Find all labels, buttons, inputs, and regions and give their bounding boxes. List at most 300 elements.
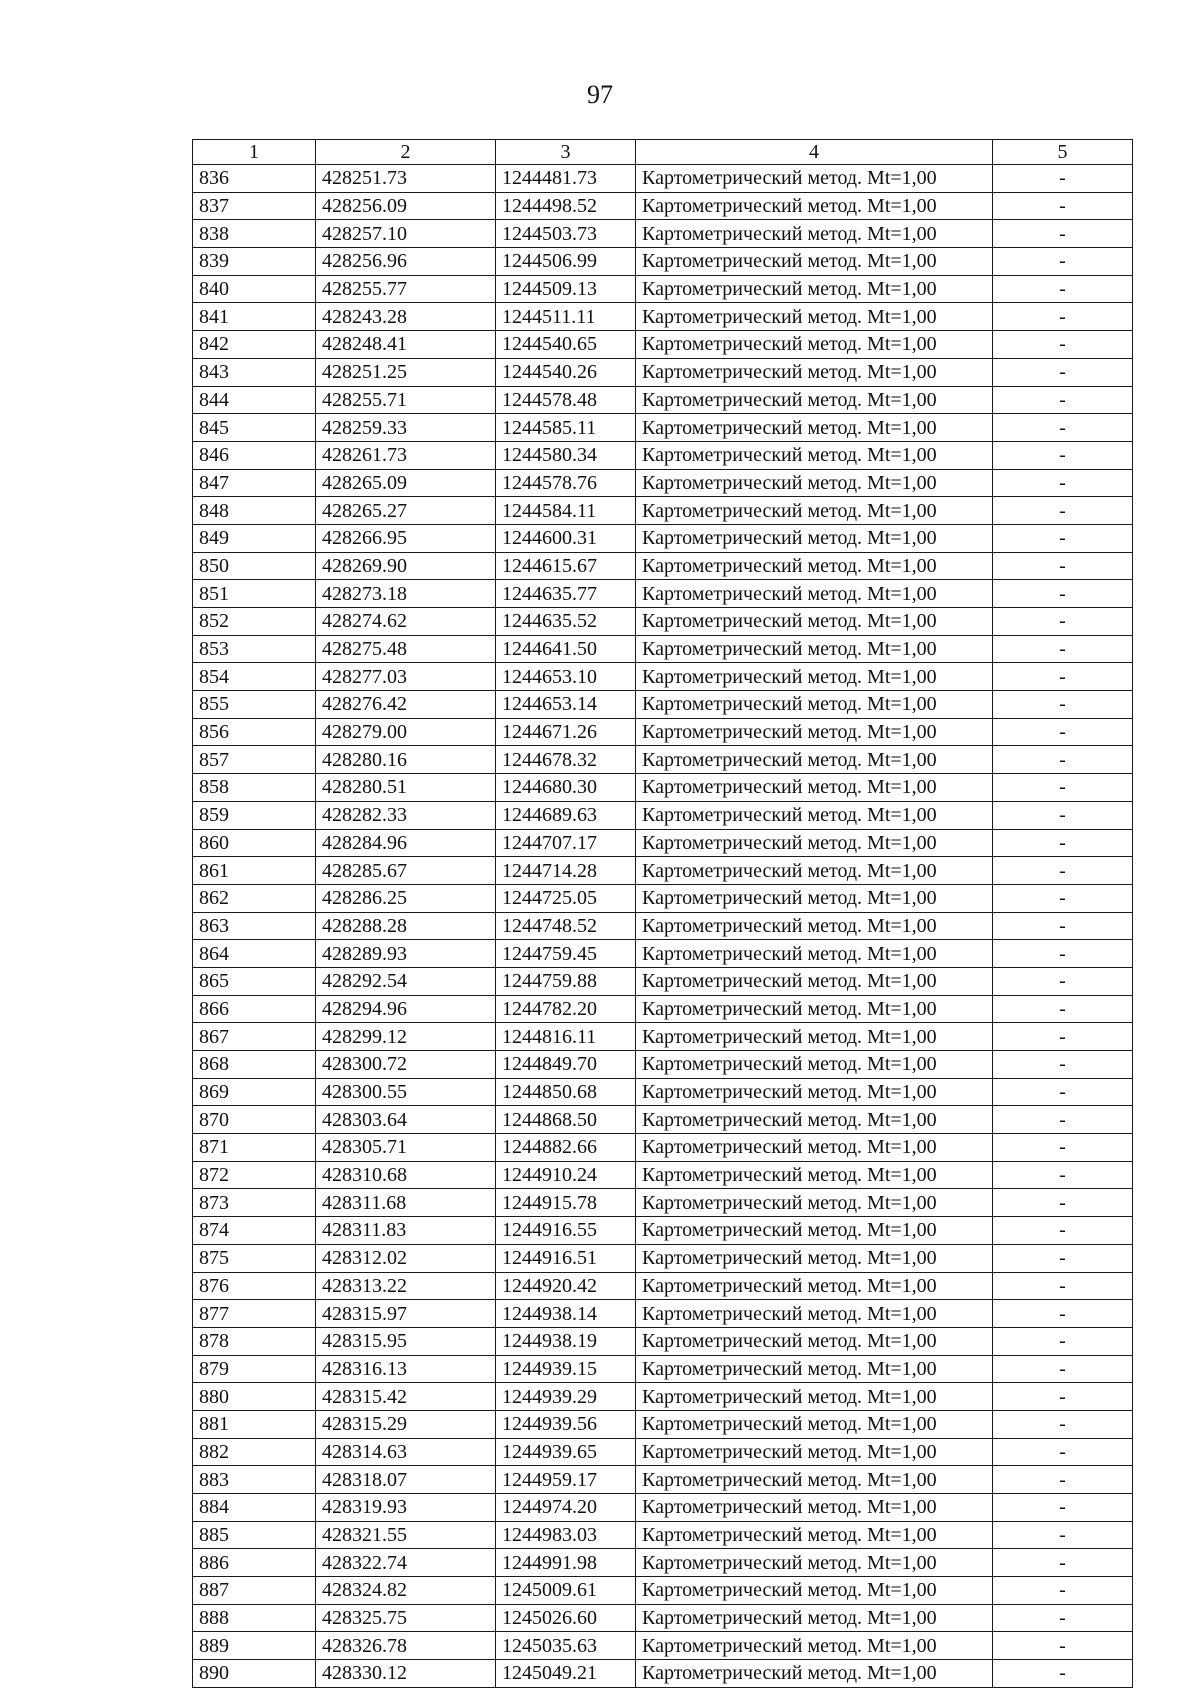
y-coordinate: 1244920.42: [496, 1272, 636, 1300]
y-coordinate: 1244915.78: [496, 1189, 636, 1217]
x-coordinate: 428312.02: [316, 1244, 496, 1272]
x-coordinate: 428274.62: [316, 608, 496, 636]
column-5-value: -: [993, 857, 1133, 885]
method-description: Картометрический метод. Mt=1,00: [636, 1466, 993, 1494]
y-coordinate: 1244680.30: [496, 774, 636, 802]
point-number: 866: [193, 995, 316, 1023]
y-coordinate: 1244506.99: [496, 248, 636, 276]
x-coordinate: 428299.12: [316, 1023, 496, 1051]
table-row: [193, 248, 1133, 276]
point-number: 847: [193, 469, 316, 497]
y-coordinate: 1244939.29: [496, 1383, 636, 1411]
x-coordinate: 428256.09: [316, 192, 496, 220]
column-5-value: -: [993, 275, 1133, 303]
x-coordinate: 428277.03: [316, 663, 496, 691]
y-coordinate: 1244868.50: [496, 1106, 636, 1134]
method-description: Картометрический метод. Mt=1,00: [636, 774, 993, 802]
point-number: 857: [193, 746, 316, 774]
y-coordinate: 1244641.50: [496, 635, 636, 663]
page-number: 97: [587, 80, 613, 109]
column-5-value: -: [993, 1660, 1133, 1688]
column-5-value: -: [993, 331, 1133, 359]
column-5-value: -: [993, 829, 1133, 857]
table-row: [193, 358, 1133, 386]
x-coordinate: 428248.41: [316, 331, 496, 359]
y-coordinate: 1244910.24: [496, 1161, 636, 1189]
table-row: [193, 1604, 1133, 1632]
point-number: 874: [193, 1217, 316, 1245]
column-5-value: -: [993, 1494, 1133, 1522]
table-row: [193, 1521, 1133, 1549]
x-coordinate: 428256.96: [316, 248, 496, 276]
x-coordinate: 428251.73: [316, 165, 496, 193]
point-number: 850: [193, 552, 316, 580]
table-row: [193, 469, 1133, 497]
method-description: Картометрический метод. Mt=1,00: [636, 691, 993, 719]
point-number: 871: [193, 1134, 316, 1162]
point-number: 890: [193, 1660, 316, 1688]
x-coordinate: 428303.64: [316, 1106, 496, 1134]
table-row: [193, 1189, 1133, 1217]
y-coordinate: 1244725.05: [496, 884, 636, 912]
table-row: [193, 829, 1133, 857]
x-coordinate: 428251.25: [316, 358, 496, 386]
point-number: 877: [193, 1300, 316, 1328]
x-coordinate: 428285.67: [316, 857, 496, 885]
x-coordinate: 428326.78: [316, 1632, 496, 1660]
method-description: Картометрический метод. Mt=1,00: [636, 857, 993, 885]
column-5-value: -: [993, 940, 1133, 968]
column-5-value: -: [993, 1161, 1133, 1189]
column-5-value: -: [993, 608, 1133, 636]
method-description: Картометрический метод. Mt=1,00: [636, 192, 993, 220]
x-coordinate: 428294.96: [316, 995, 496, 1023]
table-row: [193, 884, 1133, 912]
y-coordinate: 1244578.48: [496, 386, 636, 414]
x-coordinate: 428273.18: [316, 580, 496, 608]
table-row: [193, 1272, 1133, 1300]
y-coordinate: 1244509.13: [496, 275, 636, 303]
column-5-value: -: [993, 1632, 1133, 1660]
point-number: 868: [193, 1051, 316, 1079]
point-number: 888: [193, 1604, 316, 1632]
x-coordinate: 428300.55: [316, 1078, 496, 1106]
table-row: [193, 1383, 1133, 1411]
y-coordinate: 1244983.03: [496, 1521, 636, 1549]
y-coordinate: 1244916.51: [496, 1244, 636, 1272]
point-number: 886: [193, 1549, 316, 1577]
point-number: 882: [193, 1438, 316, 1466]
point-number: 859: [193, 801, 316, 829]
table-row: [193, 857, 1133, 885]
point-number: 876: [193, 1272, 316, 1300]
column-5-value: -: [993, 1466, 1133, 1494]
y-coordinate: 1245035.63: [496, 1632, 636, 1660]
point-number: 853: [193, 635, 316, 663]
column-5-value: -: [993, 1410, 1133, 1438]
y-coordinate: 1245049.21: [496, 1660, 636, 1688]
table-body: [193, 165, 1133, 1688]
table-row: [193, 1660, 1133, 1688]
y-coordinate: 1244849.70: [496, 1051, 636, 1079]
method-description: Картометрический метод. Mt=1,00: [636, 967, 993, 995]
method-description: Картометрический метод. Mt=1,00: [636, 1632, 993, 1660]
point-number: 889: [193, 1632, 316, 1660]
x-coordinate: 428310.68: [316, 1161, 496, 1189]
table-row: [193, 331, 1133, 359]
point-number: 844: [193, 386, 316, 414]
x-coordinate: 428300.72: [316, 1051, 496, 1079]
method-description: Картометрический метод. Mt=1,00: [636, 331, 993, 359]
x-coordinate: 428269.90: [316, 552, 496, 580]
table-row: [193, 1632, 1133, 1660]
y-coordinate: 1244580.34: [496, 441, 636, 469]
x-coordinate: 428280.51: [316, 774, 496, 802]
column-5-value: -: [993, 192, 1133, 220]
method-description: Картометрический метод. Mt=1,00: [636, 1189, 993, 1217]
x-coordinate: 428315.95: [316, 1327, 496, 1355]
y-coordinate: 1244938.19: [496, 1327, 636, 1355]
method-description: Картометрический метод. Mt=1,00: [636, 1272, 993, 1300]
table-header-row: [193, 140, 1133, 165]
column-5-value: -: [993, 635, 1133, 663]
method-description: Картометрический метод. Mt=1,00: [636, 1438, 993, 1466]
column-5-value: -: [993, 1327, 1133, 1355]
table-row: [193, 1023, 1133, 1051]
point-number: 867: [193, 1023, 316, 1051]
x-coordinate: 428314.63: [316, 1438, 496, 1466]
point-number: 845: [193, 414, 316, 442]
method-description: Картометрический метод. Mt=1,00: [636, 1161, 993, 1189]
column-5-value: -: [993, 1355, 1133, 1383]
y-coordinate: 1244939.15: [496, 1355, 636, 1383]
point-number: 873: [193, 1189, 316, 1217]
y-coordinate: 1244653.14: [496, 691, 636, 719]
x-coordinate: 428255.77: [316, 275, 496, 303]
y-coordinate: 1244816.11: [496, 1023, 636, 1051]
column-5-value: -: [993, 1023, 1133, 1051]
column-5-value: -: [993, 1383, 1133, 1411]
point-number: 872: [193, 1161, 316, 1189]
y-coordinate: 1244653.10: [496, 663, 636, 691]
y-coordinate: 1244498.52: [496, 192, 636, 220]
table-row: [193, 552, 1133, 580]
y-coordinate: 1244974.20: [496, 1494, 636, 1522]
x-coordinate: 428315.97: [316, 1300, 496, 1328]
column-5-value: -: [993, 1106, 1133, 1134]
y-coordinate: 1244600.31: [496, 524, 636, 552]
point-number: 848: [193, 497, 316, 525]
method-description: Картометрический метод. Mt=1,00: [636, 1327, 993, 1355]
x-coordinate: 428279.00: [316, 718, 496, 746]
coordinates-table: [192, 139, 1133, 1688]
x-coordinate: 428318.07: [316, 1466, 496, 1494]
point-number: 841: [193, 303, 316, 331]
x-coordinate: 428286.25: [316, 884, 496, 912]
column-5-value: -: [993, 441, 1133, 469]
column-5-value: -: [993, 1134, 1133, 1162]
table-row: [193, 497, 1133, 525]
point-number: 887: [193, 1577, 316, 1605]
y-coordinate: 1244759.45: [496, 940, 636, 968]
y-coordinate: 1244916.55: [496, 1217, 636, 1245]
x-coordinate: 428311.68: [316, 1189, 496, 1217]
method-description: Картометрический метод. Mt=1,00: [636, 1549, 993, 1577]
method-description: Картометрический метод. Mt=1,00: [636, 303, 993, 331]
table-row: [193, 580, 1133, 608]
y-coordinate: 1244689.63: [496, 801, 636, 829]
column-header-4: 4: [636, 140, 993, 165]
table-row: [193, 940, 1133, 968]
y-coordinate: 1244584.11: [496, 497, 636, 525]
method-description: Картометрический метод. Mt=1,00: [636, 524, 993, 552]
y-coordinate: 1244578.76: [496, 469, 636, 497]
point-number: 875: [193, 1244, 316, 1272]
point-number: 843: [193, 358, 316, 386]
point-number: 864: [193, 940, 316, 968]
table-row: [193, 663, 1133, 691]
point-number: 880: [193, 1383, 316, 1411]
point-number: 840: [193, 275, 316, 303]
point-number: 858: [193, 774, 316, 802]
point-number: 860: [193, 829, 316, 857]
point-number: 837: [193, 192, 316, 220]
point-number: 870: [193, 1106, 316, 1134]
table-row: [193, 414, 1133, 442]
method-description: Картометрический метод. Mt=1,00: [636, 1410, 993, 1438]
table-row: [193, 1078, 1133, 1106]
method-description: Картометрический метод. Mt=1,00: [636, 1051, 993, 1079]
x-coordinate: 428315.29: [316, 1410, 496, 1438]
x-coordinate: 428265.09: [316, 469, 496, 497]
point-number: 849: [193, 524, 316, 552]
method-description: Картометрический метод. Mt=1,00: [636, 552, 993, 580]
x-coordinate: 428330.12: [316, 1660, 496, 1688]
method-description: Картометрический метод. Mt=1,00: [636, 663, 993, 691]
x-coordinate: 428311.83: [316, 1217, 496, 1245]
method-description: Картометрический метод. Mt=1,00: [636, 718, 993, 746]
method-description: Картометрический метод. Mt=1,00: [636, 829, 993, 857]
table-row: [193, 1106, 1133, 1134]
x-coordinate: 428322.74: [316, 1549, 496, 1577]
table-row: [193, 608, 1133, 636]
column-5-value: -: [993, 1549, 1133, 1577]
method-description: Картометрический метод. Mt=1,00: [636, 165, 993, 193]
method-description: Картометрический метод. Mt=1,00: [636, 1494, 993, 1522]
method-description: Картометрический метод. Mt=1,00: [636, 1244, 993, 1272]
x-coordinate: 428292.54: [316, 967, 496, 995]
point-number: 865: [193, 967, 316, 995]
method-description: Картометрический метод. Mt=1,00: [636, 1383, 993, 1411]
table-row: [193, 995, 1133, 1023]
table-row: [193, 386, 1133, 414]
table-row: [193, 303, 1133, 331]
y-coordinate: 1244540.65: [496, 331, 636, 359]
y-coordinate: 1244782.20: [496, 995, 636, 1023]
y-coordinate: 1244615.67: [496, 552, 636, 580]
table-row: [193, 635, 1133, 663]
table-row: [193, 1355, 1133, 1383]
method-description: Картометрический метод. Mt=1,00: [636, 580, 993, 608]
x-coordinate: 428319.93: [316, 1494, 496, 1522]
column-5-value: -: [993, 967, 1133, 995]
method-description: Картометрический метод. Mt=1,00: [636, 884, 993, 912]
table-row: [193, 801, 1133, 829]
table-row: [193, 718, 1133, 746]
x-coordinate: 428305.71: [316, 1134, 496, 1162]
table-row: [193, 165, 1133, 193]
y-coordinate: 1245026.60: [496, 1604, 636, 1632]
y-coordinate: 1244635.52: [496, 608, 636, 636]
method-description: Картометрический метод. Mt=1,00: [636, 1660, 993, 1688]
table-row: [193, 1466, 1133, 1494]
x-coordinate: 428261.73: [316, 441, 496, 469]
table-row: [193, 1549, 1133, 1577]
point-number: 839: [193, 248, 316, 276]
y-coordinate: 1244939.56: [496, 1410, 636, 1438]
column-5-value: -: [993, 165, 1133, 193]
table-row: [193, 220, 1133, 248]
x-coordinate: 428275.48: [316, 635, 496, 663]
method-description: Картометрический метод. Mt=1,00: [636, 1106, 993, 1134]
column-5-value: -: [993, 1051, 1133, 1079]
method-description: Картометрический метод. Mt=1,00: [636, 1023, 993, 1051]
method-description: Картометрический метод. Mt=1,00: [636, 358, 993, 386]
method-description: Картометрический метод. Mt=1,00: [636, 912, 993, 940]
y-coordinate: 1244939.65: [496, 1438, 636, 1466]
column-5-value: -: [993, 386, 1133, 414]
point-number: 838: [193, 220, 316, 248]
table-row: [193, 1327, 1133, 1355]
table-row: [193, 275, 1133, 303]
point-number: 851: [193, 580, 316, 608]
x-coordinate: 428321.55: [316, 1521, 496, 1549]
column-5-value: -: [993, 1189, 1133, 1217]
column-5-value: -: [993, 248, 1133, 276]
y-coordinate: 1244481.73: [496, 165, 636, 193]
table-row: [193, 1217, 1133, 1245]
column-5-value: -: [993, 524, 1133, 552]
method-description: Картометрический метод. Mt=1,00: [636, 248, 993, 276]
point-number: 856: [193, 718, 316, 746]
point-number: 836: [193, 165, 316, 193]
column-5-value: -: [993, 469, 1133, 497]
column-5-value: -: [993, 220, 1133, 248]
x-coordinate: 428282.33: [316, 801, 496, 829]
y-coordinate: 1244678.32: [496, 746, 636, 774]
point-number: 878: [193, 1327, 316, 1355]
column-5-value: -: [993, 912, 1133, 940]
method-description: Картометрический метод. Mt=1,00: [636, 1355, 993, 1383]
point-number: 883: [193, 1466, 316, 1494]
column-5-value: -: [993, 801, 1133, 829]
column-5-value: -: [993, 1438, 1133, 1466]
table-row: [193, 1410, 1133, 1438]
point-number: 842: [193, 331, 316, 359]
method-description: Картометрический метод. Mt=1,00: [636, 1300, 993, 1328]
column-5-value: -: [993, 1244, 1133, 1272]
y-coordinate: 1244503.73: [496, 220, 636, 248]
y-coordinate: 1244707.17: [496, 829, 636, 857]
table-row: [193, 192, 1133, 220]
column-header-3: 3: [496, 140, 636, 165]
x-coordinate: 428243.28: [316, 303, 496, 331]
method-description: Картометрический метод. Mt=1,00: [636, 1577, 993, 1605]
column-5-value: -: [993, 1272, 1133, 1300]
y-coordinate: 1244938.14: [496, 1300, 636, 1328]
point-number: 884: [193, 1494, 316, 1522]
method-description: Картометрический метод. Mt=1,00: [636, 220, 993, 248]
method-description: Картометрический метод. Mt=1,00: [636, 995, 993, 1023]
table-row: [193, 967, 1133, 995]
column-5-value: -: [993, 1217, 1133, 1245]
column-header-5: 5: [993, 140, 1133, 165]
x-coordinate: 428313.22: [316, 1272, 496, 1300]
y-coordinate: 1244635.77: [496, 580, 636, 608]
y-coordinate: 1244540.26: [496, 358, 636, 386]
column-5-value: -: [993, 884, 1133, 912]
method-description: Картометрический метод. Mt=1,00: [636, 746, 993, 774]
column-5-value: -: [993, 663, 1133, 691]
method-description: Картометрический метод. Mt=1,00: [636, 469, 993, 497]
method-description: Картометрический метод. Mt=1,00: [636, 940, 993, 968]
method-description: Картометрический метод. Mt=1,00: [636, 608, 993, 636]
column-5-value: -: [993, 1521, 1133, 1549]
column-5-value: -: [993, 995, 1133, 1023]
table-row: [193, 774, 1133, 802]
x-coordinate: 428324.82: [316, 1577, 496, 1605]
x-coordinate: 428280.16: [316, 746, 496, 774]
table-row: [193, 691, 1133, 719]
y-coordinate: 1244511.11: [496, 303, 636, 331]
table-row: [193, 1161, 1133, 1189]
method-description: Картометрический метод. Mt=1,00: [636, 386, 993, 414]
table-row: [193, 746, 1133, 774]
column-5-value: -: [993, 358, 1133, 386]
column-5-value: -: [993, 691, 1133, 719]
point-number: 863: [193, 912, 316, 940]
method-description: Картометрический метод. Mt=1,00: [636, 441, 993, 469]
y-coordinate: 1245009.61: [496, 1577, 636, 1605]
x-coordinate: 428255.71: [316, 386, 496, 414]
y-coordinate: 1244882.66: [496, 1134, 636, 1162]
point-number: 885: [193, 1521, 316, 1549]
y-coordinate: 1244748.52: [496, 912, 636, 940]
column-5-value: -: [993, 1604, 1133, 1632]
x-coordinate: 428289.93: [316, 940, 496, 968]
method-description: Картометрический метод. Mt=1,00: [636, 801, 993, 829]
table-row: [193, 1244, 1133, 1272]
y-coordinate: 1244671.26: [496, 718, 636, 746]
method-description: Картометрический метод. Mt=1,00: [636, 497, 993, 525]
method-description: Картометрический метод. Mt=1,00: [636, 635, 993, 663]
x-coordinate: 428265.27: [316, 497, 496, 525]
y-coordinate: 1244959.17: [496, 1466, 636, 1494]
table-row: [193, 1051, 1133, 1079]
y-coordinate: 1244714.28: [496, 857, 636, 885]
column-5-value: -: [993, 497, 1133, 525]
column-5-value: -: [993, 718, 1133, 746]
x-coordinate: 428276.42: [316, 691, 496, 719]
method-description: Картометрический метод. Mt=1,00: [636, 1521, 993, 1549]
x-coordinate: 428315.42: [316, 1383, 496, 1411]
point-number: 855: [193, 691, 316, 719]
column-5-value: -: [993, 774, 1133, 802]
method-description: Картометрический метод. Mt=1,00: [636, 1078, 993, 1106]
x-coordinate: 428284.96: [316, 829, 496, 857]
point-number: 854: [193, 663, 316, 691]
point-number: 869: [193, 1078, 316, 1106]
